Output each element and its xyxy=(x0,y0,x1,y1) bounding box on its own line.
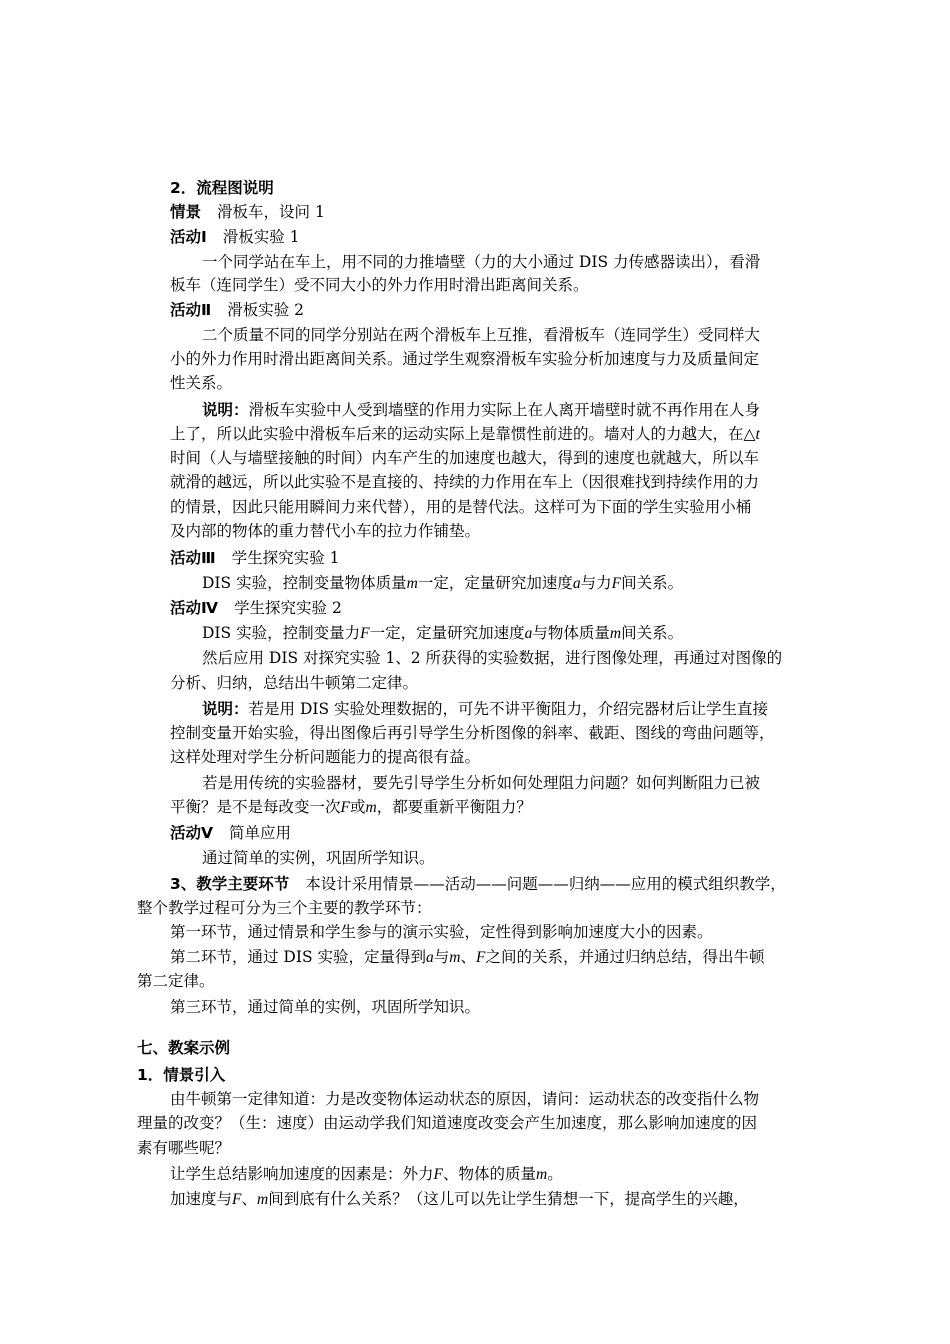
activity-2-line xyxy=(170,299,304,321)
activity-3-text-d: 间关系。 xyxy=(621,574,684,592)
activity-4-text-c: 与物体质量 xyxy=(532,624,610,642)
note-1-text-2: 上了，所以此实验中滑板车后来的运动实际上是靠惯性前进的。墙对人的力越大，在△ xyxy=(170,425,756,443)
activity-3-text-b: 一定，定量研究加速度 xyxy=(417,574,573,592)
example-text-4a: 让学生总结影响加速度的因素是：外力 xyxy=(170,1165,434,1183)
activity-3-label: 活动Ⅲ xyxy=(170,549,216,567)
activity-4-desc xyxy=(202,622,683,645)
activity-5-label: 活动Ⅴ xyxy=(170,824,213,842)
example-para-5 xyxy=(170,1188,749,1211)
example-para-4 xyxy=(170,1163,563,1186)
activity-1-desc-1: 一个同学站在车上，用不同的力推墙壁（力的大小通过 DIS 力传感器读出），看滑 xyxy=(202,253,761,271)
activity-4-text-d: 间关系。 xyxy=(621,624,684,642)
activity-1-label: 活动Ⅰ xyxy=(170,228,207,246)
activity-5-title: 简单应用 xyxy=(229,824,292,842)
activity-3-text-c: 与力 xyxy=(580,574,612,592)
activity-5-desc: 通过简单的实例，巩固所学知识。 xyxy=(202,849,435,867)
flow-heading: 2．流程图说明 xyxy=(170,179,274,197)
example-text-5b: 、 xyxy=(241,1190,257,1208)
note-1-line-3: 时间（人与墙壁接触的时间）内车产生的加速度也越大，得到的速度也就越大，所以车 xyxy=(170,449,760,467)
note-3-text-a: 平衡？是不是每改变一次 xyxy=(170,798,341,816)
note-1-line-2 xyxy=(170,423,760,446)
main-links-text-4c: 、 xyxy=(460,948,477,966)
example-para-3: 素有哪些呢？ xyxy=(137,1139,231,1157)
note-1-var-t: t xyxy=(755,426,760,443)
note-2-line-2: 控制变量开始实验，得出图像后再引导学生分析图像的斜率、截距、图线的弯曲问题等， xyxy=(170,724,775,742)
activity-3-title: 学生探究实验 1 xyxy=(231,549,340,567)
main-links-var-a: a xyxy=(426,949,434,966)
activity-2-desc-3: 性关系。 xyxy=(170,374,233,392)
activity-3-desc xyxy=(202,572,683,595)
example-heading: 七、教案示例 xyxy=(137,1039,231,1057)
main-links-line-2: 整个教学过程可分为三个主要的教学环节： xyxy=(137,899,432,917)
note-3-var-m: m xyxy=(365,799,377,816)
main-links-text-4a: 第二环节，通过 DIS 实验，定量得到 xyxy=(170,948,427,966)
main-links-var-F: F xyxy=(476,949,486,966)
note-2-label: 说明： xyxy=(202,700,249,718)
activity-2-desc-2: 小的外力作用时滑出距离间关系。通过学生观察滑板车实验分析加速度与力及质量间定 xyxy=(170,350,760,368)
activity-3-var-m: m xyxy=(406,575,418,592)
note-3-line-1: 若是用传统的实验器材，要先引导学生分析如何处理阻力问题？如何判断阻力已被 xyxy=(202,774,761,792)
note-1-line-4: 就滑的越远，所以此实验不是直接的、持续的力作用在车上（因很难找到持续作用的力 xyxy=(170,473,760,491)
activity-5-line xyxy=(170,822,291,844)
activity-3-var-a: a xyxy=(572,575,581,592)
activity-3-line xyxy=(170,547,339,569)
example-text-4c: 。 xyxy=(547,1165,563,1183)
activity-4-line xyxy=(170,597,342,619)
activity-2-title: 滑板实验 2 xyxy=(227,301,305,319)
activity-4-title: 学生探究实验 2 xyxy=(234,599,342,617)
example-text-4b: 、物体的质量 xyxy=(442,1165,536,1183)
main-links-line-4 xyxy=(170,946,765,969)
activity-3-text-a: DIS 实验，控制变量物体质量 xyxy=(202,574,407,592)
activity-3-var-F: F xyxy=(611,575,622,592)
main-links-text-4d: 之间的关系，并通过归纳总结，得出牛顿 xyxy=(485,948,765,966)
main-links-var-m: m xyxy=(449,949,461,966)
note-2-text-1: 若是用 DIS 实验处理数据的，可先不讲平衡阻力，介绍完器材后让学生直接 xyxy=(248,700,769,718)
main-links-text-1: 本设计采用情景——活动——问题——归纳——应用的模式组织教学， xyxy=(305,875,786,893)
activity-2-desc-1: 二个质量不同的同学分别站在两个滑板车上互推，看滑板车（连同学生）受同样大 xyxy=(202,326,761,344)
example-var-m-2: m xyxy=(257,1191,269,1208)
note-2-line-3: 这样处理对学生分析问题能力的提高很有益。 xyxy=(170,748,481,766)
activity-4-text-b: 一定，定量研究加速度 xyxy=(369,624,525,642)
example-text-5a: 加速度与 xyxy=(170,1190,233,1208)
note-1-line-6: 及内部的物体的重力替代小车的拉力作铺垫。 xyxy=(170,522,481,540)
note-1-line-5: 的情景，因此只能用瞬间力来代替），用的是替代法。这样可为下面的学生实验用小桶 xyxy=(170,498,752,516)
scene-text: 滑板车，设问 1 xyxy=(217,203,325,221)
activity-1-desc-2: 板车（连同学生）受不同大小的外力作用时滑出距离间关系。 xyxy=(170,276,589,294)
main-links-line-1 xyxy=(170,873,786,895)
activity-4-desc-2: 然后应用 DIS 对探究实验 1、2 所获得的实验数据，进行图像处理，再通过对图像的 xyxy=(202,649,783,667)
note-3-line-2 xyxy=(170,796,532,819)
activity-4-label: 活动Ⅳ xyxy=(170,599,219,617)
main-links-text-4b: 与 xyxy=(433,948,450,966)
note-3-text-b: 或 xyxy=(349,798,366,816)
activity-4-var-F: F xyxy=(360,625,370,642)
note-1-text-1: 滑板车实验中人受到墙壁的作用力实际上在人离开墙壁时就不再作用在人身 xyxy=(248,401,761,419)
note-3-var-F: F xyxy=(340,799,350,816)
activity-2-label: 活动Ⅱ xyxy=(170,301,212,319)
activity-4-var-a: a xyxy=(524,625,533,642)
note-1-line-1 xyxy=(202,399,760,421)
example-text-5c: 间到底有什么关系？（这儿可以先让学生猜想一下，提高学生的兴趣， xyxy=(268,1190,749,1208)
activity-1-line xyxy=(170,226,300,248)
note-1-label: 说明： xyxy=(202,401,249,419)
activity-4-var-m: m xyxy=(609,625,622,642)
example-var-F: F xyxy=(433,1166,443,1183)
main-links-line-3: 第一环节，通过情景和学生参与的演示实验，定性得到影响加速度大小的因素。 xyxy=(170,923,713,941)
activity-4-desc-3: 分析、归纳，总结出牛顿第二定律。 xyxy=(170,674,419,692)
activity-4-text-a: DIS 实验，控制变量力 xyxy=(202,624,361,642)
main-links-line-6: 第三环节，通过简单的实例，巩固所学知识。 xyxy=(170,998,481,1016)
example-var-F-2: F xyxy=(232,1191,242,1208)
example-subheading: 1．情景引入 xyxy=(137,1066,226,1084)
example-para-1: 由牛顿第一定律知道：力是改变物体运动状态的原因，请问：运动状态的改变指什么物 xyxy=(170,1090,760,1108)
main-links-line-5: 第二定律。 xyxy=(137,972,215,990)
main-links-label: 3、教学主要环节 xyxy=(170,875,290,893)
scene-label: 情景 xyxy=(170,203,202,221)
note-2-line-1 xyxy=(202,698,768,720)
example-para-2: 理量的改变？（生：速度）由运动学我们知道速度改变会产生加速度，那么影响加速度的因 xyxy=(137,1114,758,1132)
activity-1-title: 滑板实验 1 xyxy=(222,228,300,246)
note-3-text-c: ，都要重新平衡阻力？ xyxy=(376,798,532,816)
scene-line xyxy=(170,201,325,223)
example-var-m: m xyxy=(536,1166,548,1183)
